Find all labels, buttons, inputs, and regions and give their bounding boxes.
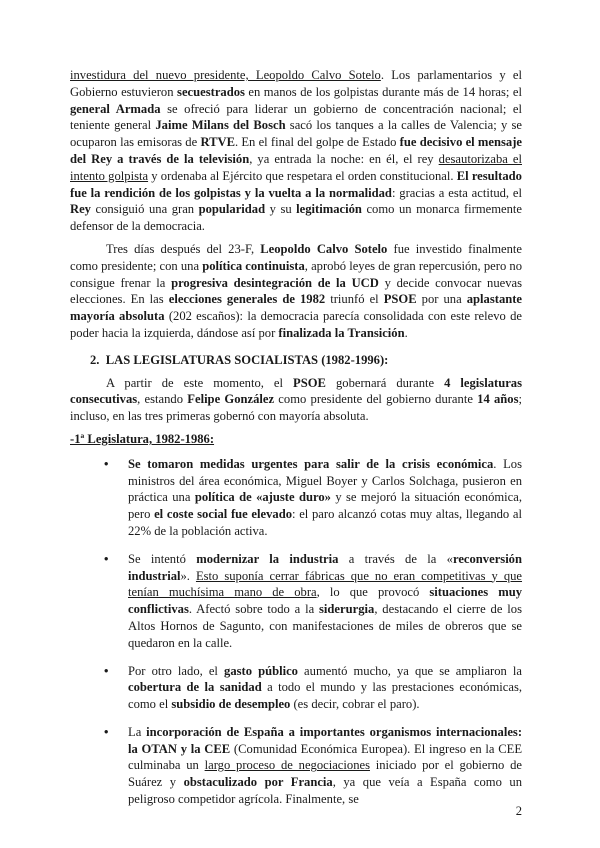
bullet-list <box>70 456 522 808</box>
section-heading: 2. LAS LEGISLATURAS SOCIALISTAS (1982-1996): <box>90 352 389 367</box>
bullet-icon: • <box>104 551 109 566</box>
paragraph-psoe-intro: A partir de este momento, el PSOE gobernará durante 4 legislaturas consecutivas, estando Felipe González como presidente del gobierno durante 14 años; incluso, en las tres primeras gobernó con mayoría absoluta. <box>70 375 522 424</box>
list-item: • La incorporación de España a importantes organismos internacionales: la OTAN y la CEE (Comunidad Económica Europea). El ingreso en la CEE culminaba un largo proceso de negociaciones iniciado por el gobierno de Suárez y obstaculizado por Francia, ya que veía a España como un peligroso competidor agrícola. Finalmente, se <box>104 724 523 807</box>
page-content <box>70 67 522 819</box>
bullet-icon: • <box>104 456 109 471</box>
list-item: • Se intentó modernizar la industria a través de la «reconversión industrial». Esto suponía cerrar fábricas que no eran competitivas y que tenían muchísima mano de obra, lo que provocó situaciones muy conflictivas. Afectó sobre todo a la siderurgia, destacando el cierre de los Altos Hornos de Sagunto, con manifestaciones de miles de obreros que se quedaron en la calle. <box>104 551 523 650</box>
subsection-heading: -1ª Legislatura, 1982-1986: <box>70 431 215 446</box>
paragraph-golpe-de-estado: investidura del nuevo presidente, Leopoldo Calvo Sotelo. Los parlamentarios y el Gobierno estuvieron secuestrados en manos de los golpistas durante más de 14 horas; el general Armada se ofreció para liderar un gobierno de concentración nacional; el teniente general Jaime Milans del Bosch sacó los tanques a la calles de Valencia; y se ocuparon las emisoras de RTVE. En el final del golpe de Estado fue decisivo el mensaje del Rey a través de la televisión, ya entrada la noche: en él, el rey desautorizaba el intento golpista y ordenaba al Ejército que respetara el orden constitucional. El resultado fue la rendición de los golpistas y la vuelta a la normalidad: gracias a esta actitud, el Rey consiguió una gran popularidad y su legitimación como un monarca firmemente defensor de la democracia. <box>70 68 523 234</box>
page-number: 2 <box>515 804 522 818</box>
bullet-icon: • <box>104 663 109 678</box>
list-item: • Por otro lado, el gasto público aumentó mucho, ya que se ampliaron la cobertura de la sanidad a todo el mundo y las prestaciones económicas, como el subsidio de desempleo (es decir, cobrar el paro). <box>104 663 523 712</box>
list-item: • Se tomaron medidas urgentes para salir de la crisis económica. Los ministros del área económica, Miguel Boyer y Carlos Solchaga, pusieron en práctica una política de «ajuste duro» y se mejoró la situación económica, pero el coste social fue elevado: el paro alcanzó cotas muy altas, llegando al 22% de la población activa. <box>104 456 523 538</box>
paragraph-calvo-sotelo: Tres días después del 23-F, Leopoldo Calvo Sotelo fue investido finalmente como presidente; con una política continuista, aprobó leyes de gran repercusión, pero no consigue frenar la progresiva desintegración de la UCD y decide convocar nuevas elecciones. En las elecciones generales de 1982 triunfó el PSOE por una aplastante mayoría absoluta (202 escaños): la democracia parecía consolidada con este relevo de poder hacia la izquierda, dándose así por finalizada la Transición. <box>70 241 523 340</box>
bullet-icon: • <box>104 724 109 739</box>
